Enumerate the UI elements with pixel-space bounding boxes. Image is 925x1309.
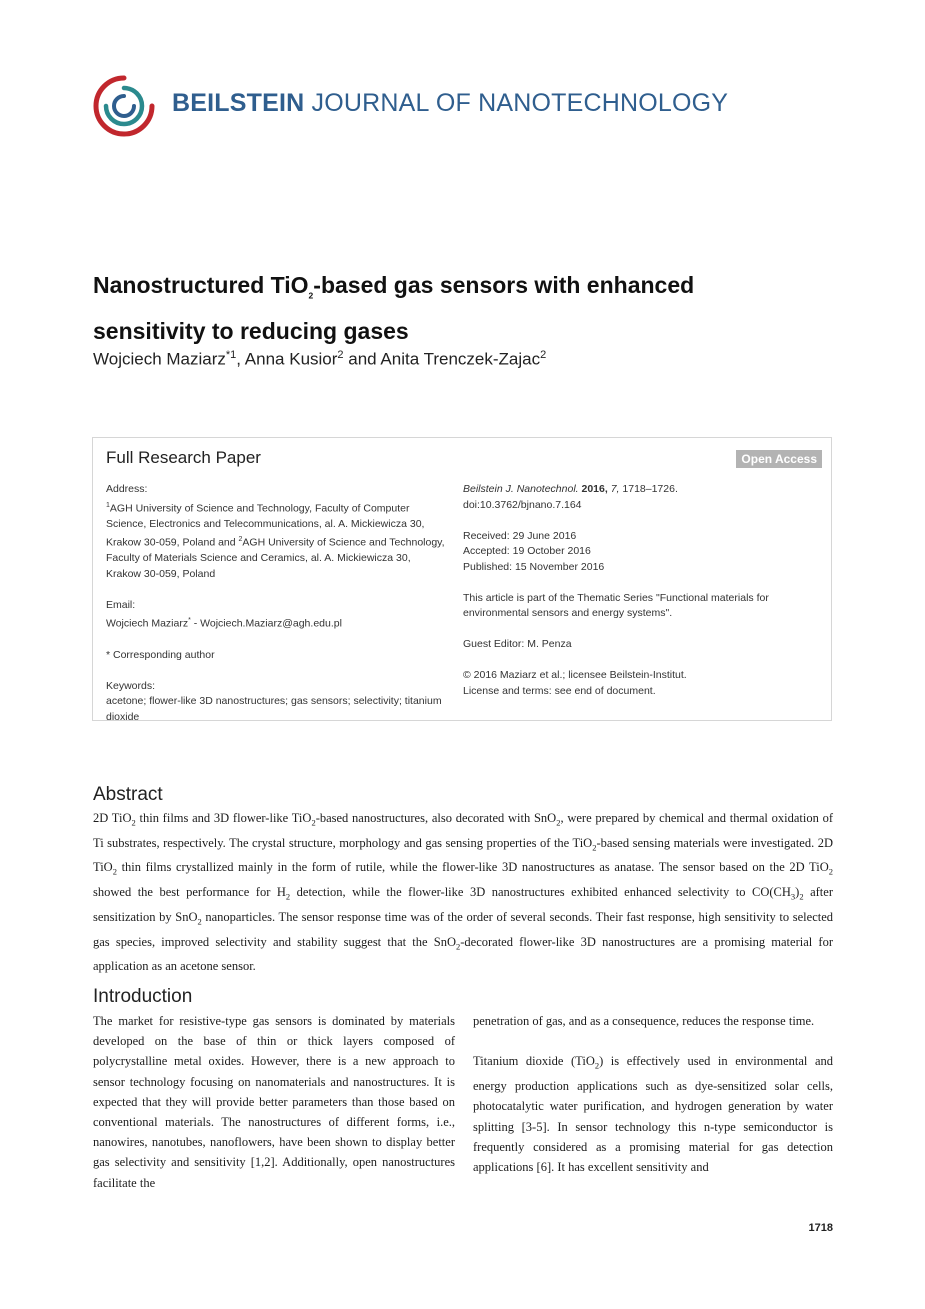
published-date: Published: 15 November 2016 [463,560,605,573]
paragraph: Titanium dioxide (TiO$_2$) is effectively used in environmental and energy production applications such as dye-sensitized solar cells, photocatalytic water purification, and hydrogen generation by water splitting [3-5]. In sensor technology this n-type semiconductor is frequently considered as a promising material for gas detection applications [6]. It has excellent sensitivity and [473,1054,833,1174]
keywords: acetone; flower-like 3D nanostructures; gas sensors; selectivity; titanium dioxide [106,695,442,723]
accepted-date: Accepted: 19 October 2016 [463,545,591,557]
introduction-left-column [93,1011,455,1193]
beilstein-logo-icon [92,74,156,138]
paper-type: Full Research Paper [106,448,261,467]
introduction-heading: Introduction [93,986,193,1007]
guest-editor: Guest Editor: M. Penza [463,638,572,650]
abstract-heading: Abstract [93,784,163,805]
copyright: © 2016 Maziarz et al.; licensee Beilstein-Institut. [463,669,687,681]
email[interactable]: Wojciech Maziarz* - Wojciech.Maziarz@agh.edu.pl [106,617,342,630]
page-number: 1718 [808,1222,833,1234]
article-info-box [92,437,832,721]
address-label: Address: [106,483,148,495]
author-list: Wojciech Maziarz$^{*1}$, Anna Kusior$^2$ and Anita Trenczek-Zajac$^2$ [93,349,547,369]
introduction-right-column [473,1011,833,1177]
keywords-label: Keywords: [106,679,156,692]
license: License and terms: see end of document. [463,684,656,697]
email-label: Email: [106,598,136,611]
info-left-column [106,482,446,725]
citation: Beilstein J. Nanotechnol. 2016, 7, 1718–1726. [463,483,678,495]
article-title: Nanostructured TiO$_2$-based gas sensors with enhanced sensitivity to reducing gases [93,272,695,344]
journal-subtitle: JOURNAL OF NANOTECHNOLOGY [311,89,729,117]
paragraph: penetration of gas, and as a consequence, reduces the response time. [473,1014,815,1028]
info-right-column [463,482,813,699]
open-access-badge: Open Access [736,450,822,468]
received-date: Received: 29 June 2016 [463,529,577,542]
journal-brand: BEILSTEIN [172,89,305,117]
address: $^1$AGH University of Science and Technology, Faculty of Computer Science, Electronics and Telecommunications, al. A. Mickiewicza 30, Krakow 30-059, Poland and $^2$AGH University of Science and Technology, Faculty of Materials Science and Ceramics, al. A. Mickiewicza 30, Krakow 30-059, Poland [106,501,445,580]
journal-name [172,89,728,118]
corresponding-author-note: * Corresponding author [106,648,215,661]
abstract-text: 2D TiO$_2$ thin films and 3D flower-like TiO$_2$-based nanostructures, also decorated with SnO$_2$, were prepared by chemical and thermal oxidation of Ti substrates, respectively. The crystal structure, morphology and gas sensing properties of the TiO$_2$-based sensing materials were investigated. 2D TiO$_2$ thin films crystallized mainly in the form of rutile, while the flower-like 3D nanostructures as anatase. The sensor based on the 2D TiO$_2$ showed the best performance for $H_2$ detection, while the flower-like 3D nanostructures exhibited enhanced selectivity to $CO(CH_3)_2$ after sensitization by SnO$_2$ nanoparticles. The sensor response time was of the order of several seconds. Their fast response, high sensitivity to selected gas species, improved selectivity and stability suggest that the SnO$_2$-decorated flower-like 3D nanostructures are a promising material for application as an acetone sensor. [93,811,834,974]
author-name: Wojciech Maziarz [93,349,226,369]
paragraph: The market for resistive-type gas sensors is dominated by materials developed on the base of thin or thick layers composed of polycrystalline metal oxides. However, there is a new approach to sensor technology focusing on nanomaterials and nanostructures. It is expected that they will provide better parameters than those based on conventional materials. The nanostructures of different forms, i.e., nanowires, nanotubes, nanoflowers, have been shown to display better gas selectivity and sensitivity [1,2]. Additionally, open nanostructures facilitate the [93,1014,455,1190]
thematic-series: This article is part of the Thematic Series "Functional materials for environmental sensors and energy systems". [463,591,769,619]
doi-link[interactable]: doi:10.3762/bjnano.7.164 [463,498,582,511]
